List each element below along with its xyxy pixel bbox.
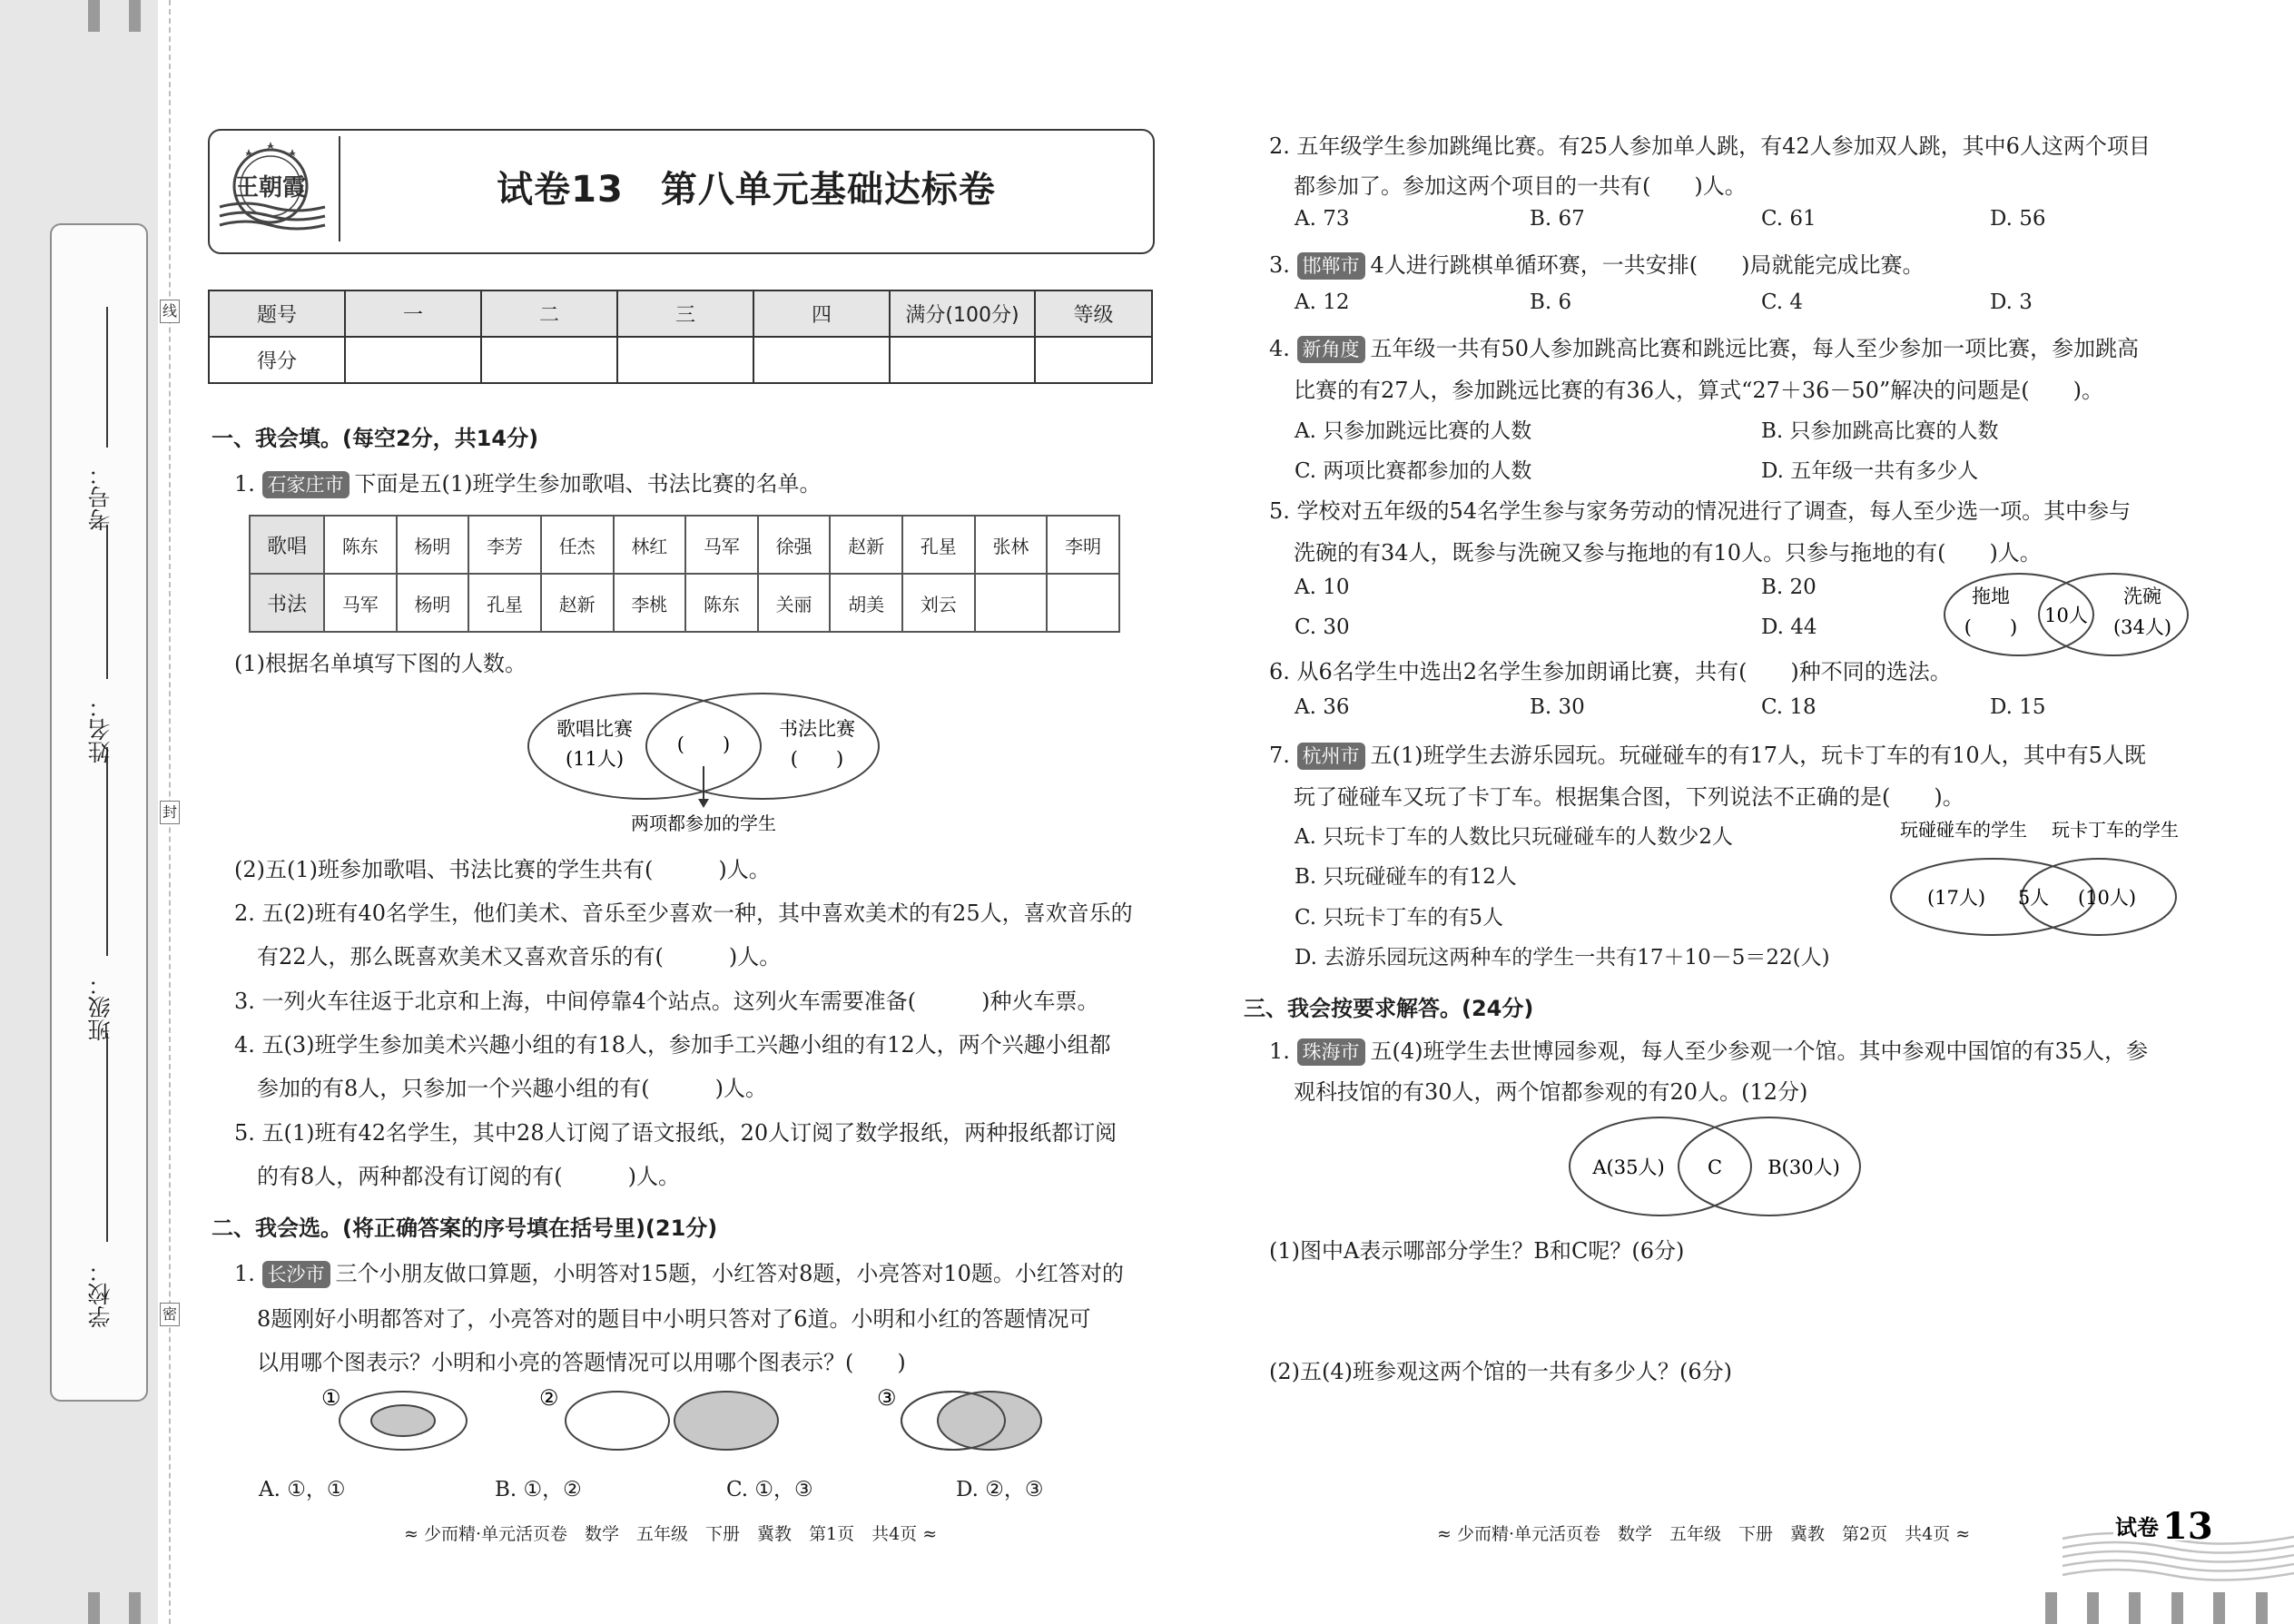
venn-count-both: 5人 (2017, 887, 2050, 909)
s2-q5-option-c[interactable]: C. 30 (1295, 615, 1350, 639)
s2-q3-option-d[interactable]: D. 3 (1990, 290, 2033, 314)
region-tag: 珠海市 (1297, 1038, 1365, 1066)
score-header-cell: 一 (345, 290, 481, 337)
region-tag: 新角度 (1297, 336, 1365, 363)
name-cell: 杨明 (397, 574, 469, 632)
venn-count-both: 10人 (2044, 605, 2088, 626)
region-tag: 石家庄市 (262, 471, 350, 498)
s2-q3-option-a[interactable]: A. 12 (1295, 290, 1350, 314)
s2-q1-line3: 以用哪个图表示？小明和小亮的答题情况可以用哪个图表示？( ) (257, 1350, 906, 1375)
s2-q7-text: 五(1)班学生去游乐园玩。玩碰碰车的有17人，玩卡丁车的有10人，其中有5人既 (1370, 743, 2146, 768)
s1-q1-text: 下面是五(1)班学生参加歌唱、书法比赛的名单。 (354, 471, 822, 497)
badge-number: 13 (2162, 1505, 2213, 1548)
gutter-mark (2045, 1592, 2057, 1624)
s2-q2-option-b[interactable]: B. 67 (1530, 207, 1585, 231)
cut-char-secret: 密 (160, 1303, 180, 1326)
s2-q2-line2: 都参加了。参加这两个项目的一共有( )人。 (1294, 173, 1747, 199)
school-field[interactable] (106, 1033, 108, 1242)
page-title: 试卷13 第八单元基础达标卷 (497, 169, 996, 211)
s2-q7-line1: 7. 杭州市 五(1)班学生去游乐园玩。玩碰碰车的有17人，玩卡丁车的有10人，其中有5人既 (1269, 743, 2146, 768)
section3-heading: 三、我会按要求解答。(24分) (1244, 996, 1534, 1021)
s2-q1-option-c[interactable]: C. ①，③ (726, 1478, 813, 1501)
s2-q6-option-d[interactable]: D. 15 (1990, 695, 2046, 719)
score-table (208, 290, 1153, 384)
name-field[interactable] (106, 525, 108, 679)
score-header-cell: 三 (617, 290, 753, 337)
venn-bumper-kart (1884, 814, 2192, 937)
venn-count-bumper: (17人) (1926, 887, 1986, 909)
s2-q5-option-a[interactable]: A. 10 (1295, 576, 1350, 599)
s2-q7-option-a[interactable]: A. 只玩卡丁车的人数比只玩碰碰车的人数少2人 (1295, 825, 1733, 849)
school-label: 学校： (87, 1260, 113, 1328)
s2-q3-text: 4人进行跳棋单循环赛，一共安排( )局就能完成比赛。 (1370, 252, 1925, 278)
s2-q4-option-a[interactable]: A. 只参加跳远比赛的人数 (1295, 419, 1532, 443)
venn-label-a: A(35人) (1592, 1156, 1665, 1178)
name-cell: 李明 (1047, 516, 1119, 574)
name-cell: 陈东 (685, 574, 758, 632)
name-cell: 马军 (324, 574, 397, 632)
s1-q1-line: 1. 石家庄市 下面是五(1)班学生参加歌唱、书法比赛的名单。 (234, 471, 822, 497)
venn-circle-bumper (1891, 859, 2094, 935)
venn-label-c: C (1707, 1156, 1723, 1178)
s1-q5-line2: 的有8人，两种都没有订阅的有( )人。 (257, 1164, 680, 1189)
s2-q1-line1: 1. 长沙市 三个小朋友做口算题，小明答对15题，小红答对8题，小亮答对10题。小红答对的 (234, 1261, 1124, 1286)
s2-q3-option-b[interactable]: B. 6 (1530, 290, 1572, 314)
figure1-inner-circle (371, 1405, 435, 1436)
score-row-label: 得分 (209, 337, 345, 383)
s2-q2-option-c[interactable]: C. 61 (1761, 207, 1816, 231)
calligraphy-label: 书法 (250, 574, 324, 632)
s2-q4-line1: 4. 新角度 五年级一共有50人参加跳高比赛和跳远比赛，每人至少参加一项比赛，参加跳高 (1269, 336, 2140, 361)
s1-q2-line1: 2. 五(2)班有40名学生，他们美术、音乐至少喜欢一种，其中喜欢美术的有25人，喜欢音乐的 (234, 901, 1133, 926)
figure-label: ③ (877, 1385, 897, 1411)
venn-count-singing: (11人) (565, 748, 625, 770)
venn-caption-bumper: 玩碰碰车的学生 (1900, 819, 2027, 841)
s2-q6-option-c[interactable]: C. 18 (1761, 695, 1816, 719)
gutter-mark (2129, 1592, 2141, 1624)
exam-badge (2061, 1502, 2294, 1589)
score-cell[interactable] (481, 337, 617, 383)
name-cell: 胡美 (830, 574, 902, 632)
name-cell: 李芳 (468, 516, 541, 574)
s2-q1-option-d[interactable]: D. ②，③ (956, 1478, 1044, 1501)
section1-heading: 一、我会填。(每空2分，共14分) (212, 426, 539, 451)
s2-q7-option-c[interactable]: C. 只玩卡丁车的有5人 (1295, 906, 1504, 930)
badge-label: 试卷 (2115, 1514, 2159, 1540)
name-cell: 赵新 (830, 516, 902, 574)
s2-q5-option-d[interactable]: D. 44 (1761, 615, 1817, 639)
venn-count-mopping[interactable]: ( ) (1964, 616, 2018, 638)
s3-q1-sub1: (1)图中A表示哪部分学生？B和C呢？(6分) (1269, 1238, 1685, 1264)
venn-singing-calligraphy (527, 690, 890, 840)
score-header-cell: 满分(100分) (890, 290, 1035, 337)
figure-label: ② (539, 1385, 559, 1411)
s2-q3-option-c[interactable]: C. 4 (1761, 290, 1804, 314)
s1-q4-line2: 参加的有8人，只参加一个兴趣小组的有( )人。 (257, 1076, 767, 1101)
gutter-mark (2171, 1592, 2183, 1624)
venn-mopping-dishwashing (1941, 570, 2191, 659)
name-cell: 关丽 (758, 574, 831, 632)
s2-q5-line1: 5. 学校对五年级的54名学生参与家务劳动的情况进行了调查，每人至少选一项。其中参与 (1269, 498, 2132, 524)
s2-q5-option-b[interactable]: B. 20 (1761, 576, 1816, 599)
name-label: 姓名： (87, 695, 113, 763)
figure2-right-circle (674, 1392, 778, 1450)
name-cell: 张林 (975, 516, 1048, 574)
region-tag: 邯郸市 (1297, 252, 1365, 280)
s1-q1-sub1: (1)根据名单填写下图的人数。 (234, 651, 527, 676)
s2-q5-line2: 洗碗的有34人，既参与洗碗又参与拖地的有10人。只参与拖地的有( )人。 (1294, 540, 2042, 566)
venn-caption: 两项都参加的学生 (631, 812, 776, 834)
name-list-table (249, 515, 1120, 633)
s1-q2-line2: 有22人，那么既喜欢美术又喜欢音乐的有( )人。 (257, 944, 782, 969)
gutter-mark (2256, 1592, 2268, 1624)
region-tag: 杭州市 (1297, 743, 1365, 770)
score-header-cell: 四 (753, 290, 890, 337)
gutter-mark (2087, 1592, 2099, 1624)
s3-q1-text: 五(4)班学生去世博园参观，每人至少参观一个馆。其中参观中国馆的有35人，参 (1370, 1038, 2149, 1064)
score-cell[interactable] (1035, 337, 1152, 383)
venn-count-calligraphy[interactable]: ( ) (790, 748, 844, 770)
score-row (209, 337, 1152, 383)
venn-count-kart: (10人) (2077, 887, 2137, 909)
venn-label-dishwashing: 洗碗 (2123, 586, 2161, 607)
s2-q4-option-b[interactable]: B. 只参加跳高比赛的人数 (1761, 419, 1999, 443)
score-header-row (209, 290, 1152, 337)
s2-q7-option-b[interactable]: B. 只玩碰碰车的有12人 (1295, 865, 1517, 889)
venn-label-singing: 歌唱比赛 (556, 718, 633, 740)
class-field[interactable] (106, 747, 108, 956)
singing-label: 歌唱 (250, 516, 324, 574)
s1-q5-line1: 5. 五(1)班有42名学生，其中28人订阅了语文报纸，20人订阅了数学报纸，两种报纸都订阅 (234, 1120, 1117, 1146)
name-cell: 孔星 (468, 574, 541, 632)
calligraphy-row (250, 574, 1119, 632)
name-cell: 赵新 (541, 574, 614, 632)
s2-q2-option-d[interactable]: D. 56 (1990, 207, 2046, 231)
s3-q1-line2: 观科技馆的有30人，两个馆都参观的有20人。(12分) (1294, 1079, 1808, 1105)
s2-q3-line: 3. 邯郸市 4人进行跳棋单循环赛，一共安排( )局就能完成比赛。 (1269, 252, 1925, 278)
score-header-cell: 题号 (209, 290, 345, 337)
name-cell: 李桃 (614, 574, 686, 632)
s2-q1-text: 三个小朋友做口算题，小明答对15题，小红答对8题，小亮答对10题。小红答对的 (335, 1261, 1124, 1286)
venn-count-dishwashing: (34人) (2112, 616, 2172, 638)
name-cell: 徐强 (758, 516, 831, 574)
s3-q1-sub2: (2)五(4)班参观这两个馆的一共有多少人？(6分) (1269, 1359, 1732, 1384)
score-header-cell: 等级 (1035, 290, 1152, 337)
name-cell: 马军 (685, 516, 758, 574)
name-cell: 杨明 (397, 516, 469, 574)
singing-row (250, 516, 1119, 574)
footer-left: ≈ 少而精·单元活页卷 数学 五年级 下册 冀教 第1页 共4页 ≈ (404, 1524, 938, 1544)
s2-q6-option-b[interactable]: B. 30 (1530, 695, 1585, 719)
figure2-left-circle (566, 1392, 669, 1450)
s2-q7-line2: 玩了碰碰车又玩了卡丁车。根据集合图，下列说法不正确的是( )。 (1294, 784, 1964, 810)
cut-char-seal: 封 (160, 801, 180, 824)
figure-label: ① (321, 1385, 341, 1411)
s2-q1-option-a[interactable]: A. ①，① (259, 1478, 346, 1501)
venn-pointer-arrow (698, 799, 709, 808)
s3-q1-line1: 1. 珠海市 五(4)班学生去世博园参观，每人至少参观一个馆。其中参观中国馆的有35人，参 (1269, 1038, 2149, 1064)
score-cell[interactable] (890, 337, 1035, 383)
s2-q2-option-a[interactable]: A. 73 (1295, 207, 1350, 231)
score-cell[interactable] (753, 337, 890, 383)
logo-text: 王朝霞 (234, 174, 307, 202)
venn-count-both[interactable]: ( ) (676, 733, 731, 755)
venn-caption-kart: 玩卡丁车的学生 (2052, 819, 2179, 841)
score-cell[interactable] (617, 337, 753, 383)
venn-label-b: B(30人) (1767, 1156, 1840, 1178)
venn-label-calligraphy: 书法比赛 (779, 718, 855, 740)
s2-q7-option-d[interactable]: D. 去游乐园玩这两种车的学生一共有17＋10－5＝22(人) (1295, 946, 1830, 969)
s2-q4-option-c[interactable]: C. 两项比赛都参加的人数 (1295, 459, 1532, 483)
s2-q4-line2: 比赛的有27人，参加跳远比赛的有36人，算式“27＋36－50”解决的问题是( )。 (1294, 378, 2103, 403)
name-cell: 林红 (614, 516, 686, 574)
venn-label-mopping: 拖地 (1972, 586, 2010, 607)
region-tag: 长沙市 (262, 1261, 330, 1288)
gutter-mark (88, 0, 100, 32)
score-header-cell: 二 (481, 290, 617, 337)
s2-q1-figures (309, 1380, 1062, 1452)
gutter-mark (2213, 1592, 2225, 1624)
class-label: 班级： (87, 973, 113, 1041)
s1-q1-sub2: (2)五(1)班参加歌唱、书法比赛的学生共有( )人。 (234, 857, 771, 882)
s1-q4-line1: 4. 五(3)班学生参加美术兴趣小组的有18人，参加手工兴趣小组的有12人，两个兴趣小组都 (234, 1032, 1111, 1058)
score-cell[interactable] (345, 337, 481, 383)
footer-right: ≈ 少而精·单元活页卷 数学 五年级 下册 冀教 第2页 共4页 ≈ (1437, 1524, 1971, 1544)
exam-no-field[interactable] (106, 307, 108, 448)
gutter-mark (129, 0, 141, 32)
name-cell: 陈东 (324, 516, 397, 574)
name-cell: 任杰 (541, 516, 614, 574)
s2-q4-option-d[interactable]: D. 五年级一共有多少人 (1761, 459, 1979, 483)
s2-q2-line1: 2. 五年级学生参加跳绳比赛。有25人参加单人跳，有42人参加双人跳，其中6人这两个项目 (1269, 133, 2151, 159)
name-cell: 刘云 (902, 574, 975, 632)
venn-expo-halls (1565, 1113, 1866, 1220)
exam-no-label: 考号： (87, 463, 113, 531)
name-cell: 孔星 (902, 516, 975, 574)
s2-q6-option-a[interactable]: A. 36 (1295, 695, 1350, 719)
student-info-box (50, 223, 148, 1402)
gutter-mark (88, 1592, 100, 1624)
name-cell (975, 574, 1048, 632)
s2-q4-text: 五年级一共有50人参加跳高比赛和跳远比赛，每人至少参加一项比赛，参加跳高 (1370, 336, 2140, 361)
s2-q1-line2: 8题刚好小明都答对了，小亮答对的题目中小明只答对了6道。小明和小红的答题情况可 (257, 1306, 1091, 1332)
s2-q6-line: 6. 从6名学生中选出2名学生参加朗诵比赛，共有( )种不同的选法。 (1269, 659, 1952, 684)
publisher-logo (218, 136, 340, 241)
s2-q1-option-b[interactable]: B. ①，② (495, 1478, 582, 1501)
name-cell (1047, 574, 1119, 632)
section2-heading: 二、我会选。(将正确答案的序号填在括号里)(21分) (212, 1216, 718, 1241)
s1-q3: 3. 一列火车往返于北京和上海，中间停靠4个站点。这列火车需要准备( )种火车票。 (234, 989, 1099, 1014)
cut-char-line: 线 (160, 300, 180, 323)
gutter-mark (129, 1592, 141, 1624)
